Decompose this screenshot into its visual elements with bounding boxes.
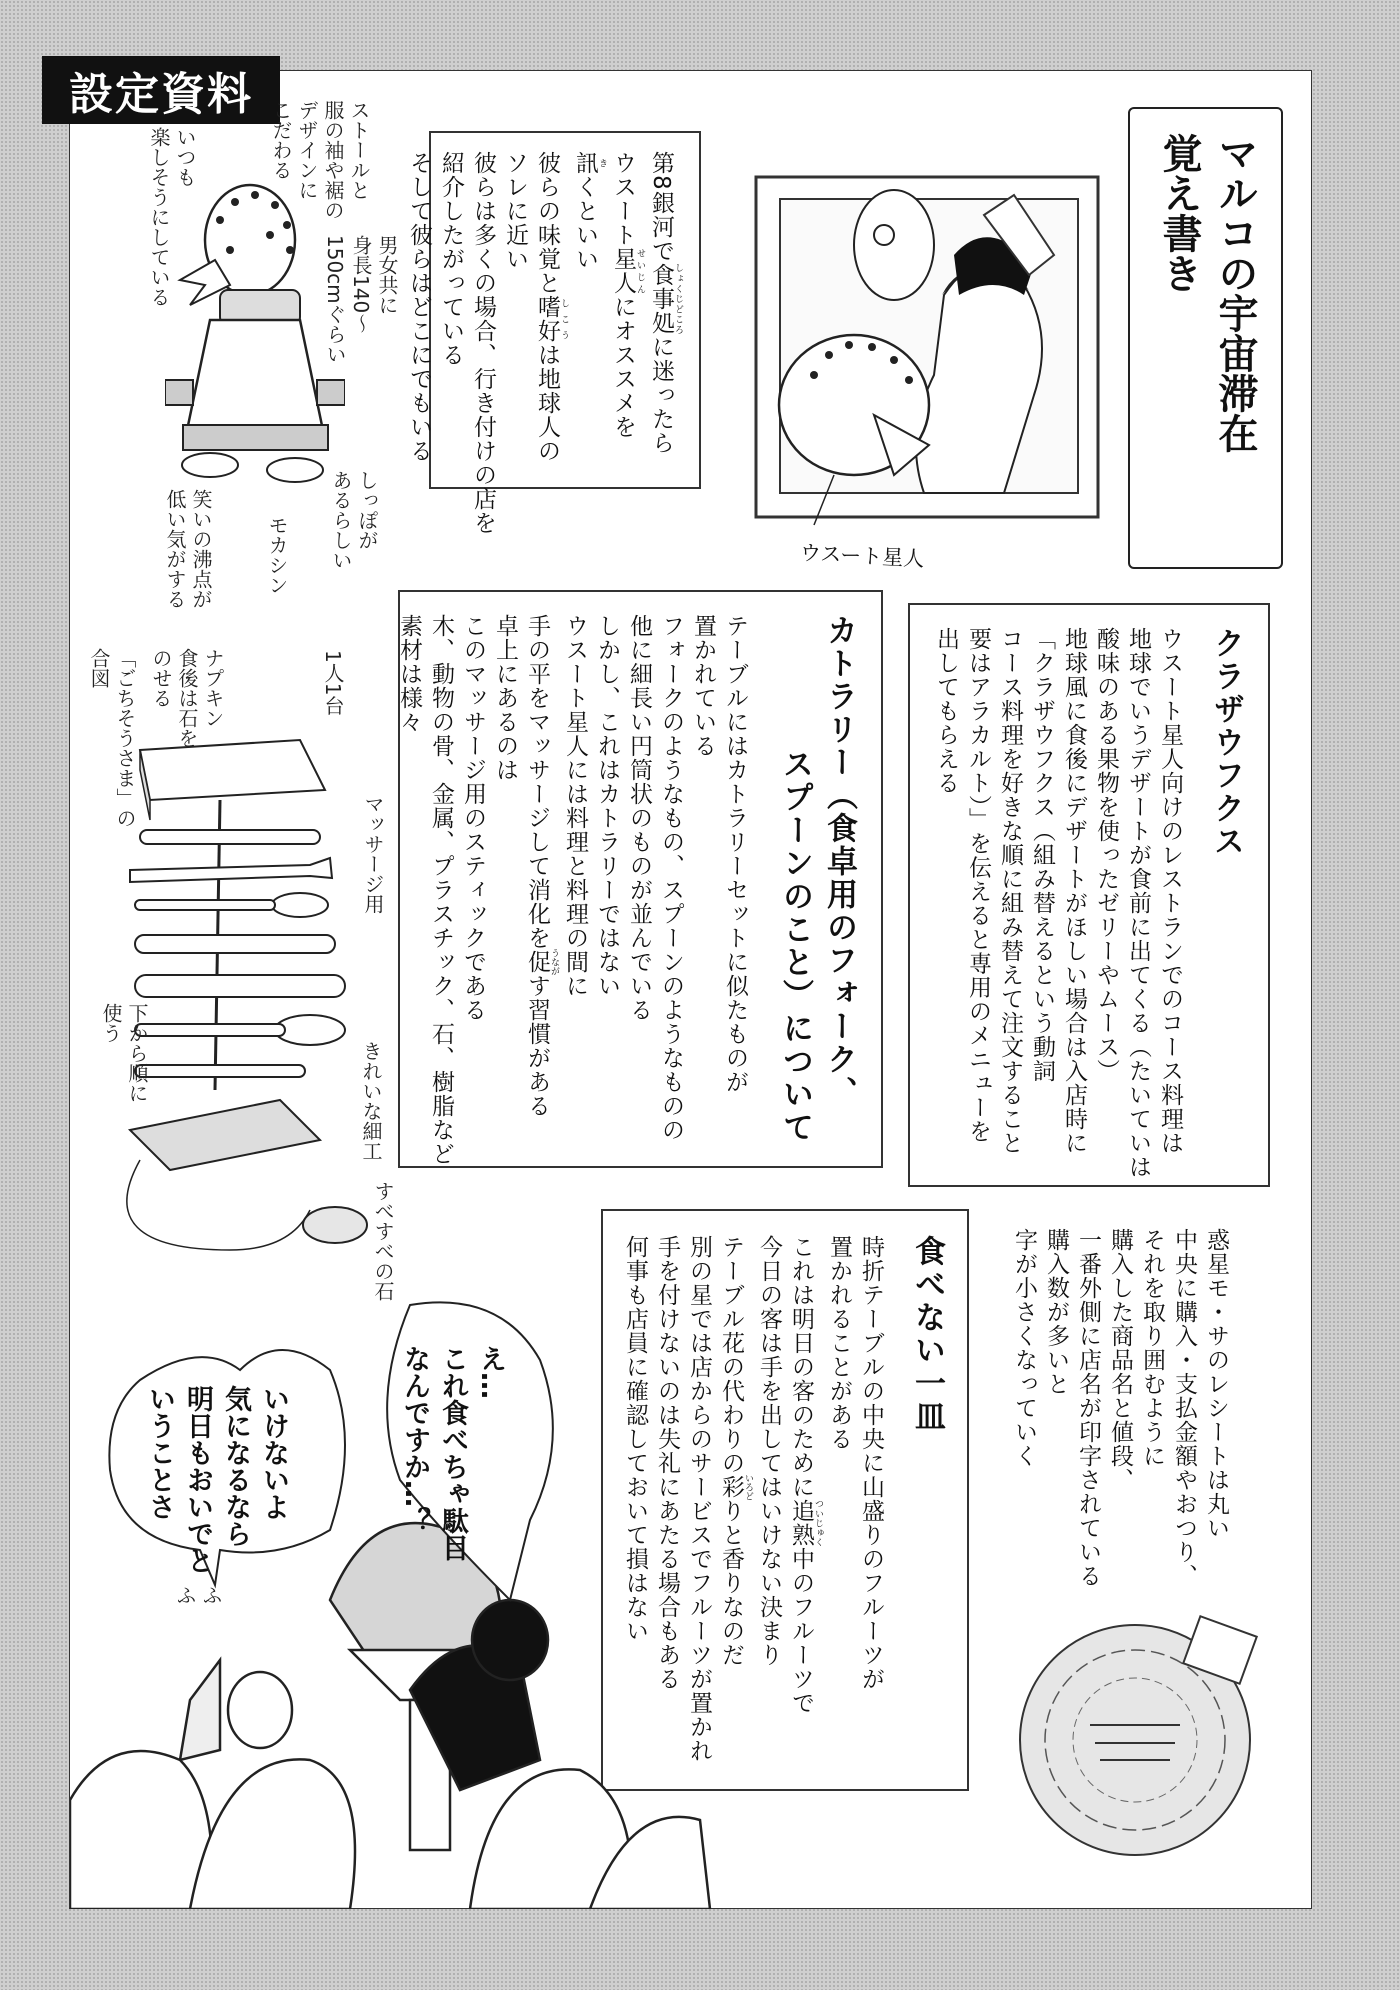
ruby-base: 彩 — [718, 1473, 744, 1501]
text-line — [1136, 1228, 1168, 1618]
ruby-base: 追熟 — [788, 1499, 814, 1547]
receipt-lines — [1008, 1228, 1232, 1618]
text-line — [393, 614, 425, 1144]
text-segment: 惑星モ・サのレシートは丸い — [1203, 1228, 1229, 1540]
text-line — [1204, 627, 1248, 1163]
note-stone — [370, 1181, 396, 1301]
text-line — [1207, 133, 1263, 543]
text-line: こだわる — [269, 100, 293, 180]
text-segment: 時折テーブルの中央に山盛りのフルーツが — [858, 1235, 884, 1691]
cutlery-text — [393, 614, 751, 1166]
text-line: 下から順に — [125, 1003, 149, 1103]
note-always-fun — [146, 127, 198, 307]
text-segment: 食べない一皿 — [909, 1235, 945, 1433]
text-line: 低い気がする — [163, 489, 187, 609]
text-segment: そして彼らはどこにでもいる — [406, 151, 432, 463]
furigana: いろど — [743, 1473, 753, 1501]
note-craft — [358, 1041, 384, 1161]
text-segment: す習慣がある — [524, 974, 550, 1118]
note-stole — [268, 100, 372, 220]
kurazaufukusu-text — [930, 627, 1186, 1179]
ruby-base: 促 — [524, 948, 550, 976]
text-line — [467, 151, 499, 535]
text-segment: ウスート星人には料理と料理の間に — [562, 614, 588, 998]
note-order — [98, 1003, 150, 1103]
text-segment: 置かれることがある — [826, 1235, 852, 1451]
text-line — [1104, 1228, 1136, 1618]
text-segment: 一番外側に店名が印字されている — [1075, 1228, 1101, 1588]
text-line — [521, 614, 559, 1144]
text-line: すべすべの石 — [371, 1181, 395, 1301]
text-line: 使う — [99, 1003, 123, 1043]
text-line: 「ごちそうさま」の — [113, 648, 137, 828]
note-gochisou — [86, 648, 138, 828]
text-line — [1072, 1228, 1104, 1618]
text-line: え… — [475, 1345, 506, 1399]
text-line: なんですか…？ — [399, 1345, 430, 1534]
text-segment: このマッサージ用のスティックである — [460, 614, 486, 1022]
ruby-word — [572, 151, 607, 175]
text-line — [1026, 627, 1058, 1163]
heading-text — [1151, 133, 1263, 543]
text-line: これ食べちゃ駄目 — [437, 1345, 468, 1561]
text-segment: 手を付けないのは失礼にあたる場合もある — [654, 1235, 680, 1691]
text-line: 身長140〜 — [349, 235, 373, 334]
text-line — [403, 151, 435, 469]
text-line: いつも — [173, 127, 197, 187]
note-laugh — [162, 489, 214, 609]
text-segment: 何事も店員に確認しておいて損はない — [622, 1235, 648, 1643]
text-line — [930, 627, 962, 1163]
ruby-word — [788, 1499, 823, 1547]
text-line — [623, 614, 655, 1144]
note-moccasin — [264, 515, 290, 595]
photo-illustration — [754, 175, 1100, 535]
text-line — [753, 1235, 785, 1765]
furigana: しょくじどころ — [673, 262, 683, 335]
ruby-base: 嗜好 — [534, 295, 560, 343]
text-line — [905, 1235, 949, 1765]
furigana: せいじん — [635, 247, 645, 295]
text-segment: これは明日の客のために — [788, 1235, 814, 1499]
text-line — [1058, 627, 1090, 1163]
text-line: 明日もおいでと — [182, 1385, 213, 1574]
round-receipt-illustration — [1010, 1605, 1280, 1865]
text-line: モカシン — [265, 515, 289, 595]
text-line — [1151, 133, 1207, 543]
text-line — [785, 1235, 823, 1765]
text-segment: フォークのようなもの、スプーンのようなものの — [658, 614, 684, 1142]
text-line: ナプキン — [201, 648, 225, 728]
cutlery-title — [773, 614, 861, 1144]
text-line: ふ — [173, 1585, 197, 1605]
text-line: 食後は石を — [175, 648, 199, 748]
text-segment: テーブルにはカトラリーセットに似たものが — [722, 614, 748, 1094]
cutlery-box — [398, 590, 883, 1168]
text-segment: ソレに近い — [502, 151, 528, 271]
kurazaufukusu-box — [908, 603, 1270, 1187]
text-line — [559, 614, 591, 1144]
text-segment: 別の星では店からのサービスでフルーツが置かれ — [686, 1235, 712, 1763]
text-segment: 木、動物の骨、金属、プラスチック、石、樹脂など — [428, 614, 454, 1166]
text-segment: 卓上にあるのは — [492, 614, 518, 782]
text-segment: 彼らの味覚と — [534, 151, 560, 295]
text-segment: にオススメを — [610, 295, 636, 439]
text-line: あるらしい — [329, 470, 353, 570]
text-line: ストールと — [347, 100, 371, 200]
text-line — [1040, 1228, 1072, 1618]
text-segment: 中のフルーツで — [788, 1547, 814, 1715]
text-line — [607, 151, 645, 469]
furigana: ついじゅく — [813, 1499, 823, 1547]
text-line — [1168, 1228, 1200, 1618]
text-line: 1人1台 — [321, 650, 345, 716]
text-line: マッサージ用 — [361, 794, 385, 914]
text-line: ふ — [199, 1585, 223, 1605]
text-line: いうことさ — [144, 1385, 175, 1520]
text-line — [1154, 627, 1186, 1163]
page-title: 設定資料 — [42, 56, 280, 124]
speech-bubble-left — [140, 1385, 292, 1585]
text-line — [823, 1235, 855, 1765]
text-segment: 今日の客は手を出してはいけない決まり — [756, 1235, 782, 1667]
ruby-word — [648, 262, 683, 335]
text-segment: 地球風に食後にデザートがほしい場合は入店時に — [1061, 627, 1087, 1155]
note-napkin — [148, 648, 226, 748]
text-segment: 置かれている — [690, 614, 716, 758]
text-line — [645, 151, 683, 469]
text-line — [425, 614, 457, 1166]
text-segment: に迷ったら — [648, 334, 674, 455]
text-line — [1122, 627, 1154, 1179]
text-segment: 他に細長い円筒状のものが並んでいる — [626, 614, 652, 1022]
ruby-base: 星人 — [610, 247, 636, 295]
text-segment: 彼らは多くの場合、行き付けの店を — [470, 151, 496, 535]
photo-caption: ウスート星人 — [799, 540, 925, 572]
text-line: デザインに — [295, 100, 319, 200]
character-photo — [754, 175, 1100, 535]
text-line: 服の袖や裾の — [321, 100, 345, 220]
note-one-each — [320, 650, 346, 715]
text-line — [715, 1235, 753, 1765]
text-segment: 手の平をマッサージして消化を — [524, 614, 550, 950]
text-line: きれいな細工 — [359, 1041, 383, 1161]
text-segment: 「クラザウフクス（組み替えるという動詞 — [1029, 627, 1055, 1083]
note-tail — [328, 470, 380, 570]
furigana: き — [597, 151, 607, 175]
text-segment: くといい — [572, 175, 598, 271]
ruby-word — [524, 948, 559, 976]
text-line: いけないよ — [258, 1385, 289, 1520]
text-line: 楽しそうにしている — [147, 127, 171, 307]
receipt-text — [1008, 1228, 1232, 1618]
text-line — [962, 627, 994, 1163]
text-segment: 素材は様々 — [396, 614, 422, 734]
text-segment: カトラリー（食卓用のフォーク、 — [821, 614, 857, 1109]
text-segment: クラザウフクス — [1208, 627, 1244, 858]
text-segment: 購入した商品名と値段、 — [1107, 1228, 1133, 1492]
text-line — [435, 151, 467, 469]
text-line: 男女共に — [375, 235, 399, 315]
text-segment: 覚え書き — [1156, 133, 1203, 293]
text-segment: 酸味のある果物を使ったゼリーやムース） — [1093, 627, 1119, 1083]
text-segment: スプーンのこと）について — [777, 748, 813, 1144]
text-line: しっぽが — [355, 470, 379, 550]
text-line — [489, 614, 521, 1144]
text-segment: 第8銀河で — [648, 151, 674, 263]
text-line — [591, 614, 623, 1144]
text-segment: 要はアラカルト）」を伝えると専用のメニューを — [965, 627, 991, 1144]
kurazaufukusu-title — [1204, 627, 1248, 1163]
text-line — [1090, 627, 1122, 1163]
text-line: のせる — [149, 648, 173, 708]
text-line: 気になるなら — [220, 1385, 251, 1547]
text-segment: は地球人の — [534, 343, 560, 463]
note-height — [322, 235, 400, 364]
text-line — [499, 151, 531, 469]
furigana: うなが — [549, 948, 559, 976]
intro-text — [403, 151, 683, 535]
text-line — [817, 614, 861, 1144]
text-line — [655, 614, 687, 1144]
text-line — [1200, 1228, 1232, 1618]
text-segment: ウスート星人向けのレストランでのコース料理は — [1157, 627, 1183, 1155]
text-segment: 紹介したがっている — [438, 151, 464, 367]
text-line — [719, 614, 751, 1144]
ruby-word — [610, 247, 645, 295]
text-line — [687, 614, 719, 1144]
text-segment: ウスート — [610, 151, 636, 247]
section-heading-box — [1128, 107, 1283, 569]
text-line — [994, 627, 1026, 1163]
ruby-word — [534, 295, 569, 343]
text-line — [1008, 1228, 1040, 1618]
ruby-base: 訊 — [572, 151, 598, 175]
text-segment: 出してもらえる — [933, 627, 959, 795]
text-segment: マルコの宇宙滞在 — [1212, 133, 1259, 453]
uneaten-plate-title — [905, 1235, 949, 1765]
text-segment: 字が小さくなっていく — [1011, 1228, 1037, 1468]
text-line — [773, 614, 817, 1144]
text-line — [457, 614, 489, 1144]
text-line — [569, 151, 607, 469]
text-line — [531, 151, 569, 469]
text-segment: しかし、これはカトラリーではない — [594, 614, 620, 998]
text-line: 150cmぐらい — [323, 235, 347, 364]
text-segment: 購入数が多いと — [1043, 1228, 1069, 1396]
ruby-base: 食事処 — [648, 262, 674, 335]
text-segment: それを取り囲むように — [1139, 1228, 1165, 1468]
furigana: しこう — [559, 295, 569, 343]
text-segment: コース料理を好きな順に組み替えて注文すること — [997, 627, 1023, 1155]
text-segment: 中央に購入・支払金額やおつり、 — [1171, 1228, 1197, 1588]
text-segment: りと香りなのだ — [718, 1499, 744, 1667]
note-massage — [360, 794, 386, 914]
speech-bubble-right — [395, 1345, 509, 1565]
ruby-word — [718, 1473, 753, 1501]
intro-box — [406, 131, 701, 535]
text-line: 笑いの沸点が — [189, 489, 213, 609]
text-segment: テーブル花の代わりの — [718, 1235, 744, 1475]
text-segment: 地球でいうデザートが食前に出てくる（たいていは — [1125, 627, 1151, 1179]
text-line: 合図 — [87, 648, 111, 688]
text-line — [855, 1235, 887, 1765]
laugh-sfx — [172, 1585, 224, 1605]
